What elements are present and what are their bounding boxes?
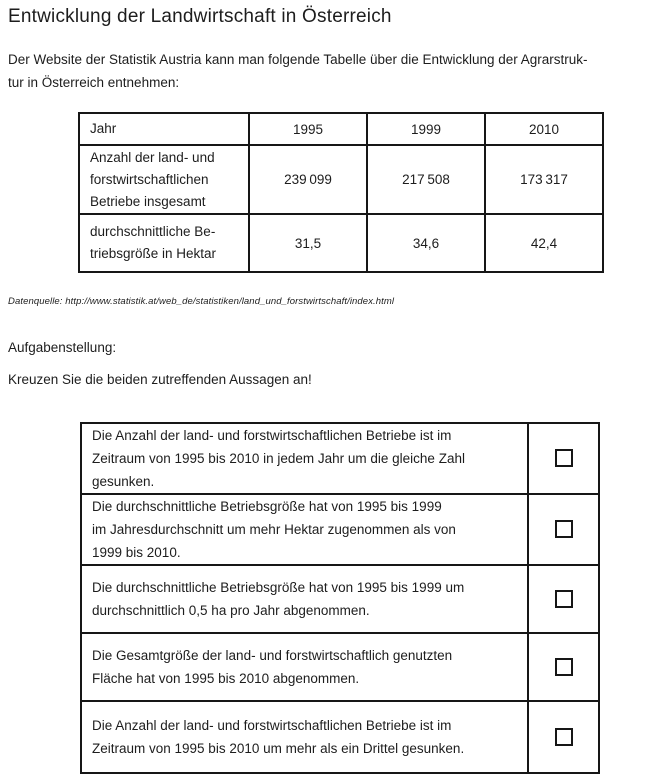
- statement-3-checkbox[interactable]: [555, 590, 573, 608]
- statement-1-checkbox[interactable]: [555, 449, 573, 467]
- checkbox-cell: [528, 701, 599, 773]
- value-betriebe-1995: 239 099: [249, 145, 367, 214]
- source-note: Datenquelle: http://www.statistik.at/web_de/statistiken/land_und_forstwirtschaft/index.html: [8, 296, 395, 307]
- header-cell-jahr: Jahr: [79, 113, 249, 145]
- statement-line: im Jahresdurchschnitt um mehr Hektar zugenommen als von: [92, 522, 456, 537]
- statement-2-checkbox[interactable]: [555, 520, 573, 538]
- checkbox-cell: [528, 633, 599, 701]
- checkbox-cell: [528, 423, 599, 494]
- row-label-line: forstwirtschaftlichen: [90, 171, 209, 187]
- statement-line: Die Anzahl der land- und forstwirtschaftlichen Betriebe ist im: [92, 718, 452, 733]
- value-betriebe-1999: 217 508: [367, 145, 485, 214]
- value-groesse-1995: 31,5: [249, 214, 367, 272]
- statement-line: Die durchschnittliche Betriebsgröße hat von 1995 bis 1999 um: [92, 580, 465, 595]
- intro-line: tur in Österreich entnehmen:: [8, 75, 180, 90]
- intro-line: Der Website der Statistik Austria kann man folgende Tabelle über die Entwicklung der Agrarstruk-: [8, 52, 588, 67]
- statement-line: durchschnittlich 0,5 ha pro Jahr abgenommen.: [92, 603, 370, 618]
- page-title: Entwicklung der Landwirtschaft in Österreich: [8, 6, 392, 27]
- statement-text: [81, 494, 528, 565]
- statement-line: Fläche hat von 1995 bis 2010 abgenommen.: [92, 671, 360, 686]
- statement-line: Zeitraum von 1995 bis 2010 um mehr als ein Drittel gesunken.: [92, 741, 465, 756]
- row-label-betriebe: [79, 145, 249, 214]
- row-label-line: durchschnittliche Be-: [90, 224, 216, 239]
- statement-text: [81, 423, 528, 494]
- task-instruction: Kreuzen Sie die beiden zutreffenden Aussagen an!: [8, 372, 312, 387]
- statement-row: [81, 565, 599, 633]
- agrarstruktur-table: [78, 112, 604, 273]
- table-row-betriebsgroesse: [79, 214, 603, 272]
- statement-4-checkbox[interactable]: [555, 658, 573, 676]
- statement-line: Die durchschnittliche Betriebsgröße hat von 1995 bis 1999: [92, 499, 442, 514]
- checkbox-cell: [528, 494, 599, 565]
- statement-row: [81, 423, 599, 494]
- row-label-betriebsgroesse: [79, 214, 249, 272]
- row-label-line: Betriebe insgesamt: [90, 193, 206, 209]
- statements-table: [80, 422, 600, 774]
- statement-line: gesunken.: [92, 474, 155, 489]
- statement-text: [81, 701, 528, 773]
- table-row-betriebe: [79, 145, 603, 214]
- row-label-line: triebsgröße in Hektar: [90, 246, 217, 261]
- row-label-line: Anzahl der land- und: [90, 149, 215, 165]
- intro-text: [8, 48, 668, 94]
- statement-row: [81, 633, 599, 701]
- table-header-row: [79, 113, 603, 145]
- statement-row: [81, 494, 599, 565]
- header-cell-year-2010: 2010: [485, 113, 603, 145]
- statement-line: Die Gesamtgröße der land- und forstwirtschaftlich genutzten: [92, 648, 453, 663]
- value-groesse-1999: 34,6: [367, 214, 485, 272]
- statement-text: [81, 565, 528, 633]
- value-betriebe-2010: 173 317: [485, 145, 603, 214]
- statement-line: Die Anzahl der land- und forstwirtschaftlichen Betriebe ist im: [92, 428, 452, 443]
- checkbox-cell: [528, 565, 599, 633]
- statement-line: 1999 bis 2010.: [92, 545, 181, 560]
- statement-line: Zeitraum von 1995 bis 2010 in jedem Jahr um die gleiche Zahl: [92, 451, 465, 466]
- task-heading: Aufgabenstellung:: [8, 340, 117, 355]
- statement-row: [81, 701, 599, 773]
- value-groesse-2010: 42,4: [485, 214, 603, 272]
- header-cell-year-1995: 1995: [249, 113, 367, 145]
- statement-5-checkbox[interactable]: [555, 728, 573, 746]
- statement-text: [81, 633, 528, 701]
- header-cell-year-1999: 1999: [367, 113, 485, 145]
